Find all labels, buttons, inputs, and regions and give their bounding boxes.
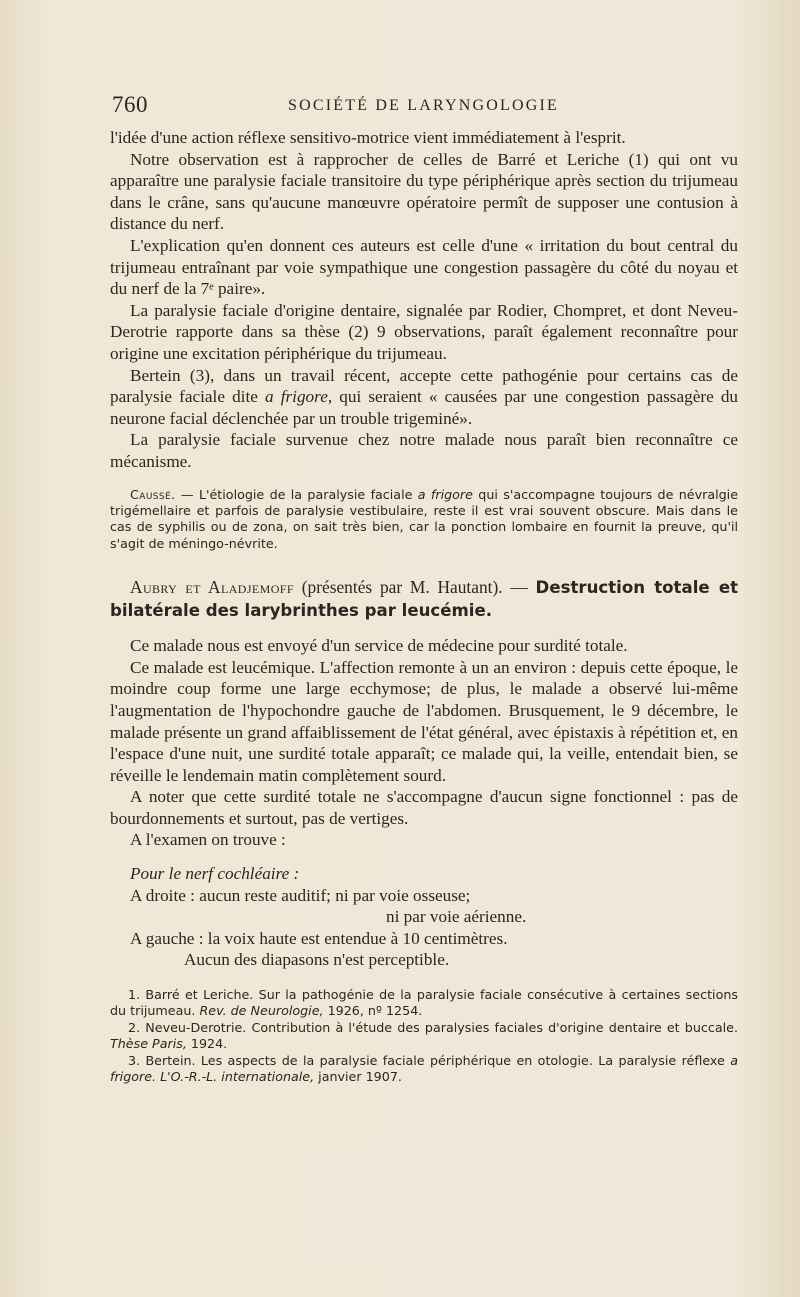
footnote-1-text-b: 1926, nº 1254. [323, 1003, 423, 1019]
footnotes [110, 987, 738, 1085]
exam-right: A droite : aucun reste auditif; ni par voie osseuse; [130, 885, 471, 905]
footnote-3 [110, 1053, 738, 1086]
footnote-1 [110, 987, 738, 1020]
page-header [112, 92, 737, 122]
paragraph-bertein [110, 365, 738, 430]
article-presenter: (présentés par M. Hautant). — [293, 577, 536, 598]
paragraph-explanation: L'explication qu'en donnent ces auteurs est celle d'une « irritation du bout central du trijumeau entraînant par voie sympathique une congestion passagère du côté du noyau et du nerf de la 7ᵉ paire». [110, 235, 738, 299]
footnote-3-text-b: janvier 1907. [314, 1069, 402, 1085]
exam-left: A gauche : la voix haute est entendue à 10 centimètres. [130, 928, 508, 948]
article-heading [110, 576, 738, 622]
article-title: Destruction totale et bilatérale des larybrinthes par leucémie. [110, 578, 738, 621]
note-emphasis: a frigore [417, 486, 473, 502]
article-authors: Aubry et Aladjemoff [130, 577, 294, 598]
paragraph-continuation: l'idée d'une action réflexe sensitivo-motrice vient immédiatement à l'esprit. [110, 128, 626, 147]
paragraph-conclusion: La paralysie faciale survenue chez notre malade nous paraît bien reconnaître ce mécanisme. [110, 430, 738, 471]
footnote-2-text-a: 2. Neveu-Derotrie. Contribution à l'étude des paralysies faciales d'origine dentaire et buccale. [128, 1019, 738, 1035]
note-text-a: — L'étiologie de la paralysie faciale [175, 486, 418, 502]
exam-subheading: Pour le nerf cochléaire : [130, 864, 300, 884]
running-head: SOCIÉTÉ DE LARYNGOLOGIE [288, 97, 560, 114]
bertein-text-a: Bertein (3), dans un travail récent, accepte cette pathogénie pour certains cas de paralysie faciale dite [110, 365, 738, 407]
footnote-3-journal: a frigore. L'O.-R.-L. internationale, [110, 1052, 738, 1085]
footnote-3-text-a: 3. Bertein. Les aspects de la paralysie faciale périphérique en otologie. La paralysie réflexe [128, 1052, 731, 1068]
footnote-1-text-a: 1. Barré et Leriche. Sur la pathogénie de la paralysie faciale consécutive à certaines sections du trijumeau. [110, 987, 738, 1019]
paragraph-dental-origin: La paralysie faciale d'origine dentaire, signalée par Rodier, Chompret, et dont Neveu-Derotrie rapporte dans sa thèse (2) 9 observations, paraît également reconnaître pour origine une excitation périphérique du trijumeau. [110, 300, 738, 363]
spacer [110, 622, 738, 635]
footnote-2-thesis: Thèse Paris, [110, 1036, 187, 1052]
note-author: Caussé. [130, 486, 176, 502]
footnote-2-text-b: 1924. [186, 1036, 228, 1052]
paragraph-patient-history: Ce malade est leucémique. L'affection remonte à un an environ : depuis cette époque, le moindre coup forme une large ecchymose; de plus, le malade a observé lui-même l'augmentation de l'hypochondre gauche de l'abdomen. Brusquement, le 9 décembre, le malade présente un grand affaiblissement de l'état général, avec épistaxis à répétition et, en l'espace d'une nuit, une surdité totale apparaît; ce malade qui, la veille, entendait bien, se réveille le lendemain matin complètement sourd. [110, 657, 738, 785]
bertein-emphasis: a frigore [265, 387, 328, 407]
body-text [110, 127, 738, 1085]
footnote-1-journal: Rev. de Neurologie, [199, 1003, 324, 1019]
exam-right-air: ni par voie aérienne. [386, 907, 527, 927]
exam-tuning-forks: Aucun des diapasons n'est perceptible. [184, 950, 450, 970]
paragraph-no-symptoms: A noter que cette surdité totale ne s'accompagne d'aucun signe fonctionnel : pas de bourdonnements et surtout, pas de vertiges. [110, 787, 738, 828]
page-number: 760 [112, 92, 148, 117]
paragraph-exam-intro: A l'examen on trouve : [130, 830, 286, 850]
paragraph-observation: Notre observation est à rapprocher de celles de Barré et Leriche (1) qui ont vu apparaître une paralysie faciale transitoire du type périphérique après section du trijumeau dans le crâne, sans qu'aucune manœuvre opératoire permît de supposer une contusion à distance du nerf. [110, 149, 738, 234]
paragraph-patient-intro: Ce malade nous est envoyé d'un service de médecine pour surdité totale. [130, 636, 628, 656]
note-text-b: qui s'accompagne toujours de névralgie trigémellaire et parfois de paralysie vestibulaire, reste il est vrai souvent obscure. Mais dans le cas de syphilis ou de zona, on sait très bien, car la ponction lombaire en fournit la preuve, qu'il s'agit de méningo-névrite. [110, 486, 739, 551]
bertein-text-b: , qui seraient « causées par une congestion passagère du neurone facial déclenchée par un trouble trigeminé». [110, 387, 739, 428]
discussion-note [110, 487, 738, 553]
footnote-2 [110, 1020, 738, 1053]
